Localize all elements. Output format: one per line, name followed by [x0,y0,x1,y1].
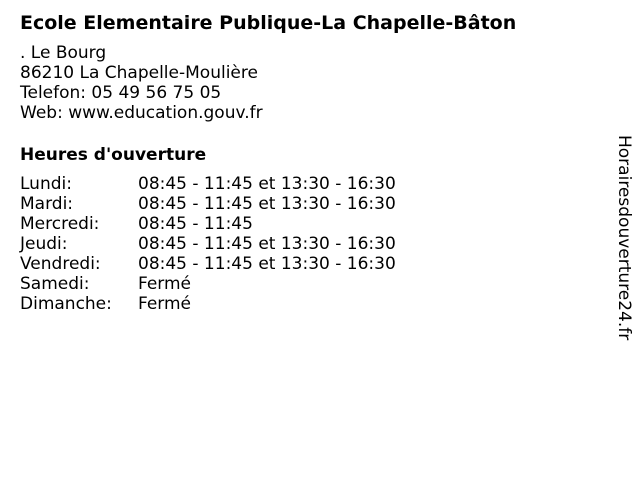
hours-heading: Heures d'ouverture [20,145,207,165]
site-watermark: Horairesdouverture24.fr [614,135,634,341]
day-label: Dimanche: [20,294,112,314]
hours-row-samedi [20,274,396,294]
day-hours: 08:45 - 11:45 [138,214,253,234]
day-hours: Fermé [138,294,192,314]
hours-table [20,174,396,314]
day-hours: Fermé [138,274,192,294]
page-title: Ecole Elementaire Publique-La Chapelle-Bâton [20,12,517,34]
day-label: Vendredi: [20,254,101,274]
day-label: Samedi: [20,274,90,294]
address-street: . Le Bourg [20,43,107,63]
hours-row-vendredi [20,254,396,274]
address-city: 86210 La Chapelle-Moulière [20,63,258,83]
day-hours: 08:45 - 11:45 et 13:30 - 16:30 [138,234,396,254]
day-label: Lundi: [20,174,72,194]
website: Web: www.education.gouv.fr [20,103,263,123]
day-label: Mardi: [20,194,74,214]
day-label: Jeudi: [20,234,68,254]
day-hours: 08:45 - 11:45 et 13:30 - 16:30 [138,194,396,214]
day-hours: 08:45 - 11:45 et 13:30 - 16:30 [138,254,396,274]
phone-number: Telefon: 05 49 56 75 05 [20,83,222,103]
hours-row-mercredi [20,214,396,234]
address-block [20,43,263,123]
hours-row-jeudi [20,234,396,254]
hours-row-dimanche [20,294,396,314]
day-hours: 08:45 - 11:45 et 13:30 - 16:30 [138,174,396,194]
day-label: Mercredi: [20,214,100,234]
hours-row-lundi [20,174,396,194]
hours-row-mardi [20,194,396,214]
